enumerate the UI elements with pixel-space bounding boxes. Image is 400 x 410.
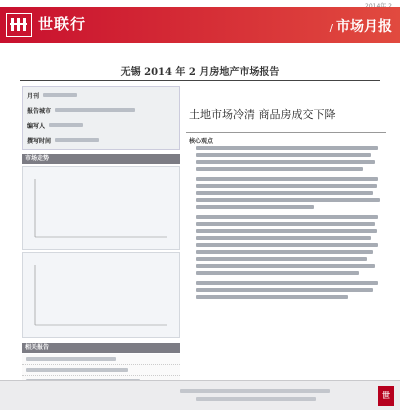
core-views-title: 核心观点 bbox=[189, 138, 214, 145]
info-row bbox=[27, 89, 77, 101]
chart-2 bbox=[23, 253, 179, 337]
main-headline: 土地市场冷清 商品房成交下降 bbox=[189, 108, 336, 121]
paragraph bbox=[196, 177, 386, 209]
info-row bbox=[27, 104, 135, 116]
info-label: 报告城市 bbox=[27, 107, 52, 115]
info-label: 编写人 bbox=[27, 122, 46, 130]
footer bbox=[0, 380, 400, 410]
paragraph bbox=[196, 281, 386, 299]
report-series-title bbox=[330, 16, 392, 36]
related-report-item[interactable] bbox=[22, 354, 180, 365]
info-row bbox=[27, 134, 99, 146]
title-divider bbox=[20, 80, 380, 81]
headline-divider bbox=[186, 132, 386, 133]
section-header-related-reports: 相关报告 bbox=[22, 343, 180, 353]
seal-logo-icon bbox=[6, 13, 32, 37]
body-text bbox=[196, 146, 386, 305]
series-title-text: 市场月报 bbox=[336, 19, 392, 35]
info-label: 月刊 bbox=[27, 92, 40, 100]
paragraph bbox=[196, 215, 386, 275]
header-banner bbox=[0, 7, 400, 43]
series-prefix: / bbox=[329, 23, 333, 34]
chart-1 bbox=[23, 167, 179, 249]
chart-panel-2 bbox=[22, 252, 180, 338]
report-title: 无锡 2014 年 2 月房地产市场报告 bbox=[120, 67, 280, 78]
chart-panel-1 bbox=[22, 166, 180, 250]
report-info-box bbox=[22, 86, 180, 150]
brand-name: 世联行 bbox=[38, 15, 87, 33]
info-row bbox=[27, 119, 83, 131]
related-report-item[interactable] bbox=[22, 365, 180, 376]
sidebar bbox=[22, 86, 180, 404]
info-label: 撰写时间 bbox=[27, 137, 52, 145]
footer-logo-icon: 世 bbox=[378, 386, 394, 406]
paragraph bbox=[196, 146, 386, 171]
section-header-market-trend: 市场走势 bbox=[22, 154, 180, 164]
